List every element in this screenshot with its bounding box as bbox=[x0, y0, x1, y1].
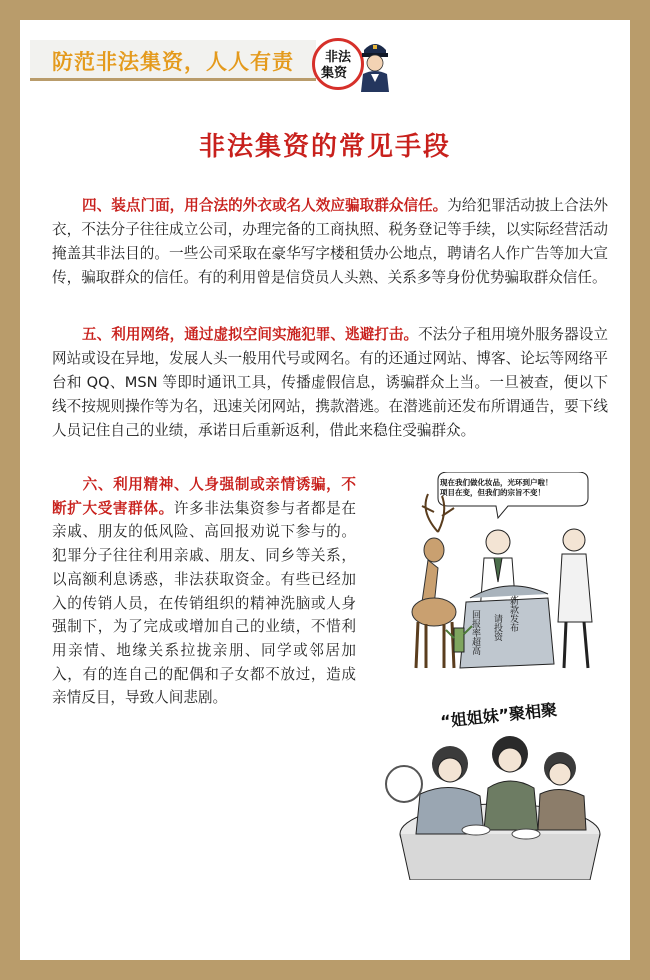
section-paragraph-4 bbox=[52, 194, 608, 290]
deer-investment-cartoon bbox=[398, 472, 608, 672]
section-lead-6: 六、利用精神、人身强制或亲情诱骗，不断扩大受害群体。 bbox=[52, 476, 356, 517]
section-lead-4: 四、装点门面，用合法的外衣或名人效应骗取群众信任。 bbox=[82, 197, 448, 214]
page-title: 非法集资的常见手段 bbox=[198, 132, 451, 162]
section-body-4: 为给犯罪活动披上合法外衣，不法分子往往成立公司，办理完备的工商执照、税务登记等手续，以实际经营活动掩盖其非法目的。一些公司采取在豪华写字楼租赁办公地点，聘请名人作广告等加大宣传，骗取群众的信任。有的利用曾是信贷员人头熟、关系多等身份优势骗取群众信任。 bbox=[52, 197, 608, 286]
booth-sign-left: 回报率超高 bbox=[470, 610, 480, 655]
section-body-6: 许多非法集资参与者都是在亲戚、朋友的低风险、高回报劝说下参与的。犯罪分子往往利用亲戚、朋友、同乡等关系，以高额利息诱惑，非法获取资金。有些已经加入的传销人员，在传销组织的精神洗脑或人身强制下，为了完成或增加自己的业绩，不惜利用亲情、地缘关系拉拢亲朋、同学或邻居加入，有的连自己的配偶和子女都不放过，造成亲情反目，导致人间悲剧。 bbox=[52, 499, 356, 707]
section-lead-5: 五、利用网络，通过虚拟空间实施犯罪、逃避打击。 bbox=[82, 326, 419, 343]
section-paragraph-5 bbox=[52, 323, 608, 443]
speech-bubble-line2: 项目在变，但我们的宗旨不变！ bbox=[440, 488, 545, 497]
speech-bubble-line1: 现在我们做化妆品，光环到户啦！ bbox=[440, 478, 553, 487]
booth-box-label: 请投资 bbox=[492, 614, 502, 641]
banquet-banner: “姐姐妹”聚相聚 bbox=[439, 699, 558, 732]
booth-sign-right: 新款发布 bbox=[508, 596, 518, 632]
badge-text-line2: 集资 bbox=[321, 66, 348, 81]
header-slogan: 防范非法集资，人人有责 bbox=[52, 50, 294, 74]
police-officer-icon bbox=[352, 38, 398, 92]
section-paragraph-6 bbox=[52, 473, 356, 710]
section-body-5: 不法分子租用境外服务器设立网站或设在异地，发展人头一般用代号或网名。有的还通过网站、博客、论坛等网络平台和 QQ、MSN 等即时通讯工具，传播虚假信息，诱骗群众上当。一旦被查，便以下线不按规则操作等为名，迅速关闭网站，携款潜逃。在潜逃前还发布所谓通告，要下线人员记住自己的业绩，承诺日后重新返利，借此来稳住受骗群众。 bbox=[52, 326, 608, 439]
illegal-fundraising-badge bbox=[312, 38, 398, 92]
badge-text-line1: 非法 bbox=[325, 50, 352, 65]
